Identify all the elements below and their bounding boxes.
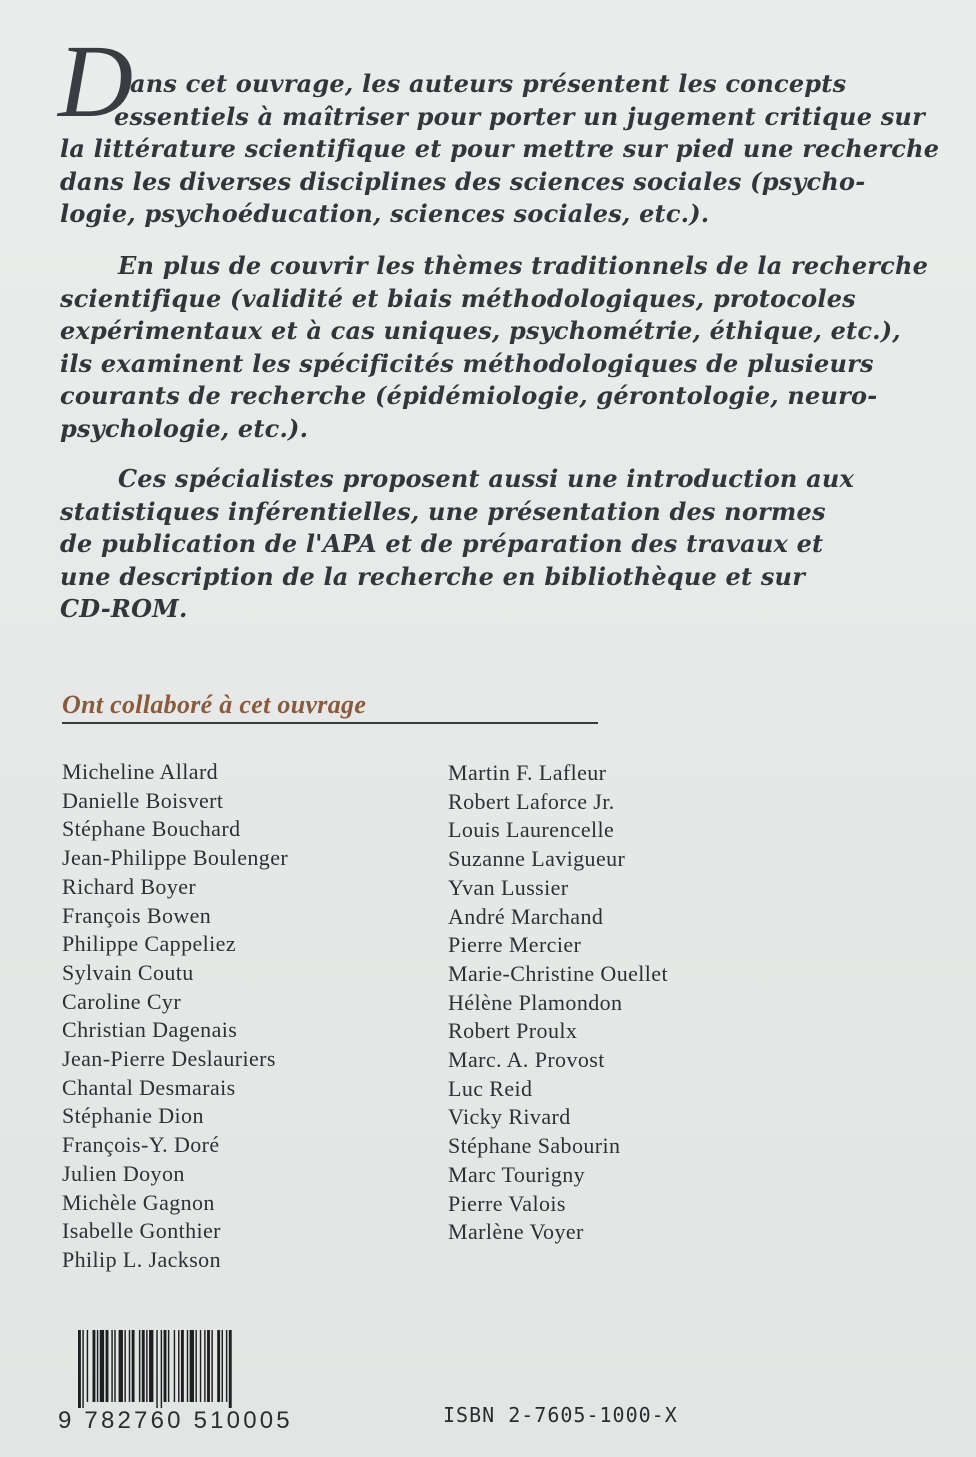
contributor-name: Marlène Voyer [448, 1219, 584, 1245]
barcode-bar [217, 1330, 220, 1402]
text-line: ils examinent les spécificités méthodologiques de plusieurs [60, 348, 874, 378]
contributor-name: François Bowen [62, 902, 212, 928]
contributor-name: Chantal Desmarais [62, 1074, 236, 1100]
contributor-name: Caroline Cyr [62, 988, 182, 1014]
contributor-name: Pierre Valois [448, 1190, 566, 1216]
contributor-name: Christian Dagenais [62, 1017, 238, 1043]
contributor-name: Philip L. Jackson [62, 1246, 221, 1272]
contributor-name: Julien Doyon [62, 1160, 185, 1186]
text-line: psychologie, etc.). [60, 413, 309, 443]
contributor-name: Richard Boyer [62, 873, 197, 899]
barcode-bar [207, 1330, 210, 1402]
contributor-name: Marc. A. Provost [448, 1047, 605, 1073]
heading-underline-divider [62, 722, 598, 724]
barcode-bar [204, 1330, 205, 1402]
barcode-bar [211, 1330, 212, 1402]
contributor-name: Martin F. Lafleur [448, 760, 607, 785]
text-line: En plus de couvrir les thèmes traditionnels de la recherche [118, 251, 929, 280]
contributor-name: André Marchand [448, 903, 604, 929]
barcode-bar [187, 1330, 188, 1402]
contributor-name: Micheline Allard [62, 759, 219, 784]
contributor-name: Michèle Gagnon [62, 1189, 215, 1215]
contributors-heading: Ont collaboré à cet ouvrage [62, 690, 367, 719]
text-line: de publication de l'APA et de préparation des travaux et [60, 529, 824, 558]
barcode-bar [229, 1330, 232, 1408]
contributor-name: Robert Proulx [448, 1018, 578, 1044]
text-line: une description de la recherche en bibliothèque et sur [60, 561, 806, 591]
text-line: scientifique (validité et biais méthodologiques, protocoles [60, 283, 856, 313]
barcode-bar [132, 1330, 135, 1402]
barcode-bar [142, 1330, 145, 1402]
contributor-name: Stéphanie Dion [62, 1103, 204, 1129]
contributor-name: Marie-Christine Ouellet [448, 960, 668, 986]
contributor-name: Jean-Philippe Boulenger [62, 845, 289, 871]
barcode-bar [111, 1330, 112, 1402]
contributor-name: Jean-Pierre Deslauriers [62, 1046, 276, 1072]
barcode-bar [87, 1330, 88, 1402]
contributor-name: François-Y. Doré [62, 1132, 220, 1158]
contributor-name: Stéphane Sabourin [448, 1133, 621, 1159]
barcode-bar [124, 1330, 125, 1402]
text-line: logie, psychoéducation, sciences sociales, etc.). [60, 199, 710, 228]
barcode-bar [129, 1330, 130, 1402]
barcode-bar [161, 1330, 162, 1408]
text-line: statistiques inférentielles, une présentation des normes [60, 496, 826, 526]
text-line: ans cet ouvrage, les auteurs présentent les concepts [130, 69, 847, 98]
contributor-name: Philippe Cappeliez [62, 931, 236, 957]
barcode-bar [174, 1330, 175, 1402]
isbn-number: ISBN 2-7605-1000-X [443, 1403, 678, 1427]
contributors-list-right [448, 759, 668, 1247]
barcode-bar [200, 1330, 201, 1402]
contributor-name: Danielle Boisvert [62, 787, 224, 813]
barcode-bar [178, 1330, 179, 1402]
contributor-name: Stéphane Bouchard [62, 816, 241, 842]
barcode-bar [100, 1330, 104, 1402]
barcode-bar [93, 1330, 96, 1402]
barcode-bar [146, 1330, 147, 1402]
contributor-name: Robert Laforce Jr. [448, 788, 615, 814]
barcode-bar [190, 1330, 194, 1402]
barcode-bar [114, 1330, 115, 1402]
contributor-name: Pierre Mercier [448, 932, 582, 958]
barcode-bar [78, 1330, 81, 1408]
barcode-bar [106, 1330, 109, 1402]
text-line: expérimentaux et à cas uniques, psychométrie, éthique, etc.), [60, 316, 901, 345]
barcode-bar [82, 1330, 83, 1408]
intro-paragraph-2 [60, 250, 928, 445]
contributor-name: Yvan Lussier [448, 874, 569, 900]
barcode [78, 1330, 278, 1408]
text-line: la littérature scientifique et pour mettre sur pied une recherche [60, 134, 940, 163]
barcode-bar [195, 1330, 196, 1402]
contributor-name: Isabelle Gonthier [62, 1218, 221, 1244]
barcode-bar [181, 1330, 184, 1402]
contributor-name: Louis Laurencelle [448, 817, 615, 843]
barcode-bar [119, 1330, 123, 1402]
barcode-bar [222, 1330, 223, 1402]
contributor-name: Sylvain Coutu [62, 959, 194, 985]
barcode-bar [139, 1330, 140, 1402]
barcode-bar [97, 1330, 98, 1402]
text-line: courants de recherche (épidémiologie, gérontologie, neuro- [60, 381, 878, 410]
contributor-name: Hélène Plamondon [448, 989, 623, 1015]
intro-paragraph-3 [60, 463, 854, 626]
barcode-bar [168, 1330, 169, 1402]
barcode-bar [164, 1330, 167, 1402]
barcode-bar [226, 1330, 227, 1402]
contributor-name: Vicky Rivard [448, 1104, 571, 1130]
drop-cap: D [58, 24, 134, 139]
text-line: dans les diverses disciplines des sciences sociales (psycho- [60, 166, 866, 196]
text-line: Ces spécialistes proposent aussi une introduction aux [118, 464, 855, 493]
intro-paragraph-1 [60, 68, 939, 231]
barcode-digits: 9 782760 510005 [58, 1407, 293, 1434]
barcode-bar [156, 1330, 157, 1408]
contributor-name: Marc Tourigny [448, 1161, 586, 1187]
text-line: CD-ROM. [60, 594, 188, 623]
contributor-name: Suzanne Lavigueur [448, 846, 626, 872]
contributor-name: Luc Reid [448, 1075, 533, 1101]
contributors-list-left [62, 758, 288, 1275]
text-line: essentiels à maîtriser pour porter un jugement critique sur [114, 101, 925, 131]
barcode-bar [149, 1330, 153, 1402]
